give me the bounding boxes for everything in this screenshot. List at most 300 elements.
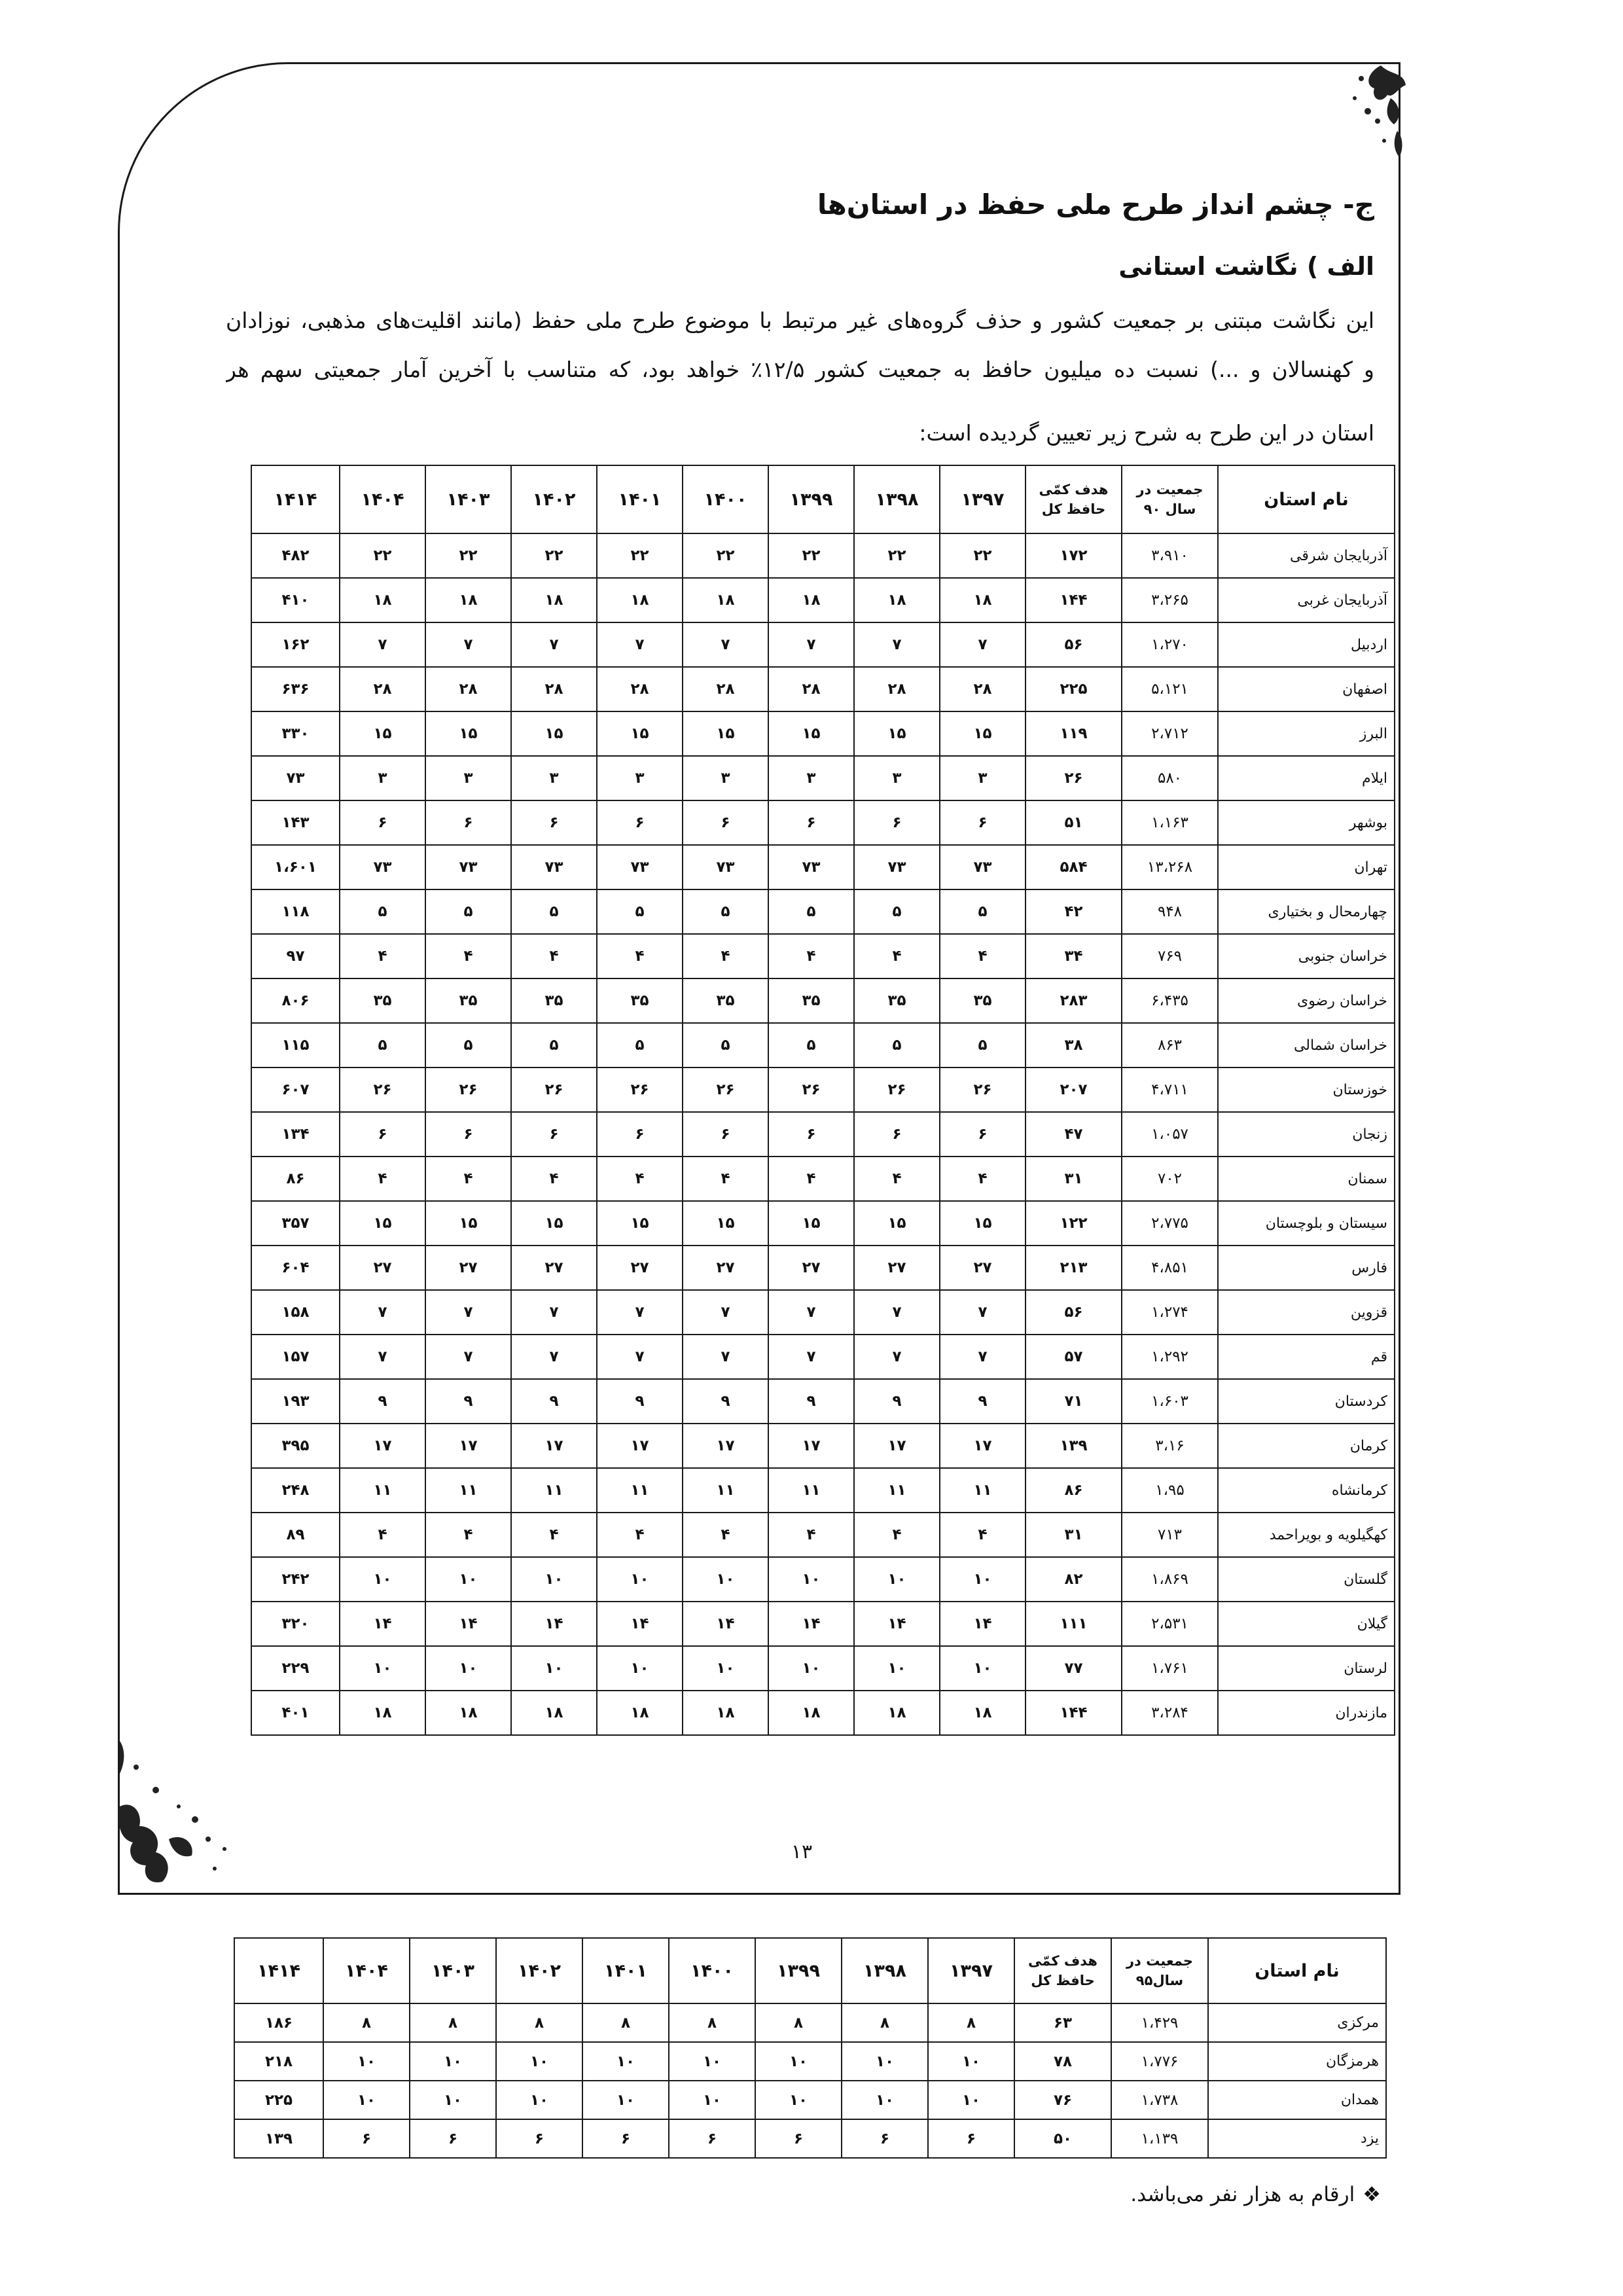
- cell-year-value: ۵: [940, 889, 1026, 934]
- cell-year-value: ۱۵: [940, 1201, 1026, 1246]
- cell-target: ۶۳: [1014, 2003, 1111, 2042]
- cell-province-name: خراسان رضوی: [1218, 978, 1395, 1023]
- cell-year-value: ۱۰: [768, 1557, 854, 1602]
- cell-target: ۲۱۳: [1026, 1246, 1122, 1290]
- cell-year-value: ۲۷: [940, 1246, 1026, 1290]
- cell-population: ۱،۱۳۹: [1111, 2119, 1208, 2158]
- cell-final-year-value: ۳۲۰: [251, 1602, 340, 1646]
- diamond-bullet-icon: ❖: [1363, 2183, 1381, 2206]
- cell-year-value: ۸: [669, 2003, 755, 2042]
- cell-year-value: ۳: [940, 756, 1026, 800]
- cell-target: ۴۲: [1026, 889, 1122, 934]
- cell-target: ۲۸۳: [1026, 978, 1122, 1023]
- cell-year-value: ۶: [842, 2119, 928, 2158]
- cell-year-value: ۱۸: [597, 1691, 683, 1735]
- cell-year-value: ۲۲: [768, 533, 854, 578]
- cell-province-name: اصفهان: [1218, 667, 1395, 711]
- cell-target: ۲۶: [1026, 756, 1122, 800]
- cell-year-value: ۲۸: [768, 667, 854, 711]
- cell-year-value: ۶: [425, 800, 511, 845]
- cell-year-value: ۵: [854, 889, 940, 934]
- cell-year-value: ۱۸: [511, 1691, 597, 1735]
- table-row: [251, 1112, 1395, 1157]
- cell-year-value: ۱۵: [597, 1201, 683, 1246]
- cell-year-value: ۱۰: [511, 1646, 597, 1691]
- cell-year-value: ۷: [768, 1335, 854, 1379]
- header-year: ۱۳۹۷: [940, 465, 1026, 533]
- cell-province-name: تهران: [1218, 845, 1395, 889]
- cell-year-value: ۷: [940, 1290, 1026, 1335]
- cell-year-value: ۴: [597, 934, 683, 978]
- header-year: ۱۴۰۰: [683, 465, 768, 533]
- cell-year-value: ۷: [340, 1290, 425, 1335]
- cell-target: ۷۱: [1026, 1379, 1122, 1424]
- cell-year-value: ۲۷: [768, 1246, 854, 1290]
- cell-year-value: ۸: [928, 2003, 1014, 2042]
- cell-year-value: ۳: [683, 756, 768, 800]
- cell-population: ۱،۲۷۰: [1122, 622, 1218, 667]
- cell-year-value: ۴: [854, 1157, 940, 1201]
- cell-year-value: ۶: [940, 1112, 1026, 1157]
- header-year: ۱۳۹۸: [842, 1938, 928, 2003]
- cell-year-value: ۱۰: [410, 2042, 496, 2081]
- cell-year-value: ۹: [597, 1379, 683, 1424]
- cell-province-name: سمنان: [1218, 1157, 1395, 1201]
- cell-year-value: ۵: [425, 889, 511, 934]
- cell-year-value: ۴: [683, 1157, 768, 1201]
- cell-year-value: ۹: [683, 1379, 768, 1424]
- cell-year-value: ۴: [940, 1157, 1026, 1201]
- cell-year-value: ۱۸: [768, 578, 854, 622]
- cell-final-year-value: ۱۱۵: [251, 1023, 340, 1067]
- cell-year-value: ۲۶: [511, 1067, 597, 1112]
- cell-final-year-value: ۱۵۷: [251, 1335, 340, 1379]
- cell-year-value: ۱۵: [768, 1201, 854, 1246]
- cell-year-value: ۱۷: [940, 1424, 1026, 1468]
- cell-year-value: ۵: [768, 1023, 854, 1067]
- cell-year-value: ۴: [854, 934, 940, 978]
- cell-target: ۵۱: [1026, 800, 1122, 845]
- cell-population: ۳،۱۶: [1122, 1424, 1218, 1468]
- cell-year-value: ۳۵: [511, 978, 597, 1023]
- cell-year-value: ۳: [425, 756, 511, 800]
- cell-year-value: ۲۶: [768, 1067, 854, 1112]
- cell-target: ۵۷: [1026, 1335, 1122, 1379]
- table-row: [251, 1468, 1395, 1513]
- cell-final-year-value: ۱۹۳: [251, 1379, 340, 1424]
- cell-year-value: ۷۳: [854, 845, 940, 889]
- cell-year-value: ۵: [425, 1023, 511, 1067]
- cell-target: ۷۷: [1026, 1646, 1122, 1691]
- cell-year-value: ۶: [597, 800, 683, 845]
- cell-year-value: ۱۰: [940, 1646, 1026, 1691]
- cell-year-value: ۱۰: [683, 1557, 768, 1602]
- page-number: ۱۳: [791, 1840, 813, 1863]
- cell-final-year-value: ۲۴۲: [251, 1557, 340, 1602]
- cell-year-value: ۶: [928, 2119, 1014, 2158]
- cell-year-value: ۱۰: [496, 2042, 582, 2081]
- cell-year-value: ۱۴: [425, 1602, 511, 1646]
- cell-year-value: ۱۰: [340, 1557, 425, 1602]
- cell-province-name: خراسان جنوبی: [1218, 934, 1395, 978]
- cell-year-value: ۲۸: [425, 667, 511, 711]
- cell-year-value: ۴: [340, 934, 425, 978]
- table-row: [251, 667, 1395, 711]
- cell-year-value: ۱۵: [425, 1201, 511, 1246]
- cell-year-value: ۱۸: [511, 578, 597, 622]
- cell-target: ۷۶: [1014, 2081, 1111, 2119]
- cell-target: ۴۷: [1026, 1112, 1122, 1157]
- cell-year-value: ۱۸: [854, 578, 940, 622]
- header-year: ۱۴۰۳: [410, 1938, 496, 2003]
- cell-target: ۳۴: [1026, 934, 1122, 978]
- cell-final-year-value: ۹۷: [251, 934, 340, 978]
- header-year: ۱۴۱۴: [234, 1938, 323, 2003]
- cell-population: ۱،۷۳۸: [1111, 2081, 1208, 2119]
- cell-year-value: ۷: [683, 1290, 768, 1335]
- cell-year-value: ۱۰: [842, 2081, 928, 2119]
- cell-year-value: ۶: [669, 2119, 755, 2158]
- cell-year-value: ۵: [511, 1023, 597, 1067]
- floral-ornament-bottom-left: [116, 1728, 241, 1898]
- cell-year-value: ۶: [768, 800, 854, 845]
- cell-year-value: ۶: [768, 1112, 854, 1157]
- cell-year-value: ۷: [511, 1335, 597, 1379]
- cell-province-name: ایلام: [1218, 756, 1395, 800]
- header-population: جمعیت در سال۹۵: [1111, 1938, 1208, 2003]
- cell-final-year-value: ۲۱۸: [234, 2042, 323, 2081]
- cell-year-value: ۹: [940, 1379, 1026, 1424]
- cell-year-value: ۶: [854, 800, 940, 845]
- cell-year-value: ۱۷: [511, 1424, 597, 1468]
- cell-year-value: ۲۲: [940, 533, 1026, 578]
- cell-year-value: ۸: [755, 2003, 842, 2042]
- cell-province-name: کهگیلویه و بویراحمد: [1218, 1513, 1395, 1557]
- cell-year-value: ۱۴: [597, 1602, 683, 1646]
- cell-target: ۲۲۵: [1026, 667, 1122, 711]
- cell-year-value: ۱۸: [940, 578, 1026, 622]
- header-target: هدف کمّی حافظ کل: [1026, 465, 1122, 533]
- cell-population: ۴،۸۵۱: [1122, 1246, 1218, 1290]
- cell-year-value: ۱۰: [597, 1646, 683, 1691]
- table-row: [251, 1379, 1395, 1424]
- cell-year-value: ۷: [854, 622, 940, 667]
- cell-target: ۵۶: [1026, 1290, 1122, 1335]
- cell-final-year-value: ۲۲۹: [251, 1646, 340, 1691]
- table-row: [251, 889, 1395, 934]
- cell-year-value: ۷: [854, 1335, 940, 1379]
- cell-target: ۵۸۴: [1026, 845, 1122, 889]
- header-year: ۱۴۰۴: [323, 1938, 410, 2003]
- cell-year-value: ۱۰: [842, 2042, 928, 2081]
- cell-year-value: ۶: [511, 1112, 597, 1157]
- cell-year-value: ۱۰: [410, 2081, 496, 2119]
- cell-population: ۲،۷۱۲: [1122, 711, 1218, 756]
- paragraph-line-2: و کهنسالان و ...) نسبت ده میلیون حافظ به جمعیت کشور ۱۲/۵٪ خواهد بود، که متناسب با آخرین آمار جمعیتی سهم هر: [226, 357, 1374, 382]
- cell-population: ۱،۹۵: [1122, 1468, 1218, 1513]
- cell-province-name: خوزستان: [1218, 1067, 1395, 1112]
- cell-year-value: ۱۰: [755, 2042, 842, 2081]
- cell-population: ۸۶۳: [1122, 1023, 1218, 1067]
- cell-year-value: ۱۵: [854, 1201, 940, 1246]
- table-row: [251, 1201, 1395, 1246]
- cell-year-value: ۳: [511, 756, 597, 800]
- cell-year-value: ۱۰: [511, 1557, 597, 1602]
- cell-year-value: ۷۳: [597, 845, 683, 889]
- cell-final-year-value: ۷۳: [251, 756, 340, 800]
- table-header-row: [234, 1938, 1386, 2003]
- cell-year-value: ۶: [323, 2119, 410, 2158]
- table-row: [251, 1646, 1395, 1691]
- cell-target: ۱۳۹: [1026, 1424, 1122, 1468]
- cell-year-value: ۲۷: [511, 1246, 597, 1290]
- cell-year-value: ۳: [854, 756, 940, 800]
- cell-final-year-value: ۱۸۶: [234, 2003, 323, 2042]
- cell-year-value: ۲۶: [340, 1067, 425, 1112]
- cell-population: ۲،۵۳۱: [1122, 1602, 1218, 1646]
- cell-year-value: ۳۵: [768, 978, 854, 1023]
- cell-year-value: ۵: [940, 1023, 1026, 1067]
- cell-year-value: ۴: [940, 1513, 1026, 1557]
- cell-province-name: قزوین: [1218, 1290, 1395, 1335]
- cell-year-value: ۱۰: [683, 1646, 768, 1691]
- footnote: [1130, 2183, 1381, 2206]
- cell-year-value: ۲۸: [340, 667, 425, 711]
- cell-final-year-value: ۸۹: [251, 1513, 340, 1557]
- cell-year-value: ۱۴: [511, 1602, 597, 1646]
- cell-year-value: ۴: [425, 934, 511, 978]
- cell-year-value: ۶: [597, 1112, 683, 1157]
- cell-population: ۱،۲۹۲: [1122, 1335, 1218, 1379]
- cell-year-value: ۸: [410, 2003, 496, 2042]
- cell-population: ۱،۷۷۶: [1111, 2042, 1208, 2081]
- cell-province-name: لرستان: [1218, 1646, 1395, 1691]
- cell-year-value: ۱۰: [768, 1646, 854, 1691]
- cell-target: ۱۷۲: [1026, 533, 1122, 578]
- cell-year-value: ۱۰: [582, 2042, 669, 2081]
- cell-year-value: ۹: [340, 1379, 425, 1424]
- cell-year-value: ۴: [768, 934, 854, 978]
- cell-year-value: ۷: [511, 1290, 597, 1335]
- cell-year-value: ۱۱: [768, 1468, 854, 1513]
- header-year: ۱۳۹۹: [768, 465, 854, 533]
- cell-population: ۱۳،۲۶۸: [1122, 845, 1218, 889]
- cell-year-value: ۱۸: [854, 1691, 940, 1735]
- cell-year-value: ۶: [683, 1112, 768, 1157]
- cell-year-value: ۹: [425, 1379, 511, 1424]
- cell-final-year-value: ۶۳۶: [251, 667, 340, 711]
- cell-year-value: ۲۲: [425, 533, 511, 578]
- footnote-text: ارقام به هزار نفر می‌باشد.: [1130, 2183, 1355, 2206]
- cell-population: ۳،۲۸۴: [1122, 1691, 1218, 1735]
- cell-year-value: ۳۵: [940, 978, 1026, 1023]
- table-row: [251, 1335, 1395, 1379]
- header-year: ۱۴۱۴: [251, 465, 340, 533]
- cell-final-year-value: ۴۰۱: [251, 1691, 340, 1735]
- cell-year-value: ۲۲: [854, 533, 940, 578]
- cell-year-value: ۶: [755, 2119, 842, 2158]
- table-row: [234, 2003, 1386, 2042]
- cell-year-value: ۲۶: [597, 1067, 683, 1112]
- cell-year-value: ۱۰: [340, 1646, 425, 1691]
- cell-province-name: همدان: [1208, 2081, 1386, 2119]
- table-row: [251, 1557, 1395, 1602]
- table-row: [251, 1691, 1395, 1735]
- cell-year-value: ۶: [511, 800, 597, 845]
- cell-year-value: ۷: [940, 1335, 1026, 1379]
- cell-year-value: ۶: [340, 800, 425, 845]
- cell-year-value: ۵: [768, 889, 854, 934]
- cell-year-value: ۷۳: [340, 845, 425, 889]
- cell-year-value: ۴: [683, 1513, 768, 1557]
- header-target: هدف کمّی حافظ کل: [1014, 1938, 1111, 2003]
- cell-year-value: ۱۴: [340, 1602, 425, 1646]
- cell-target: ۵۰: [1014, 2119, 1111, 2158]
- cell-final-year-value: ۱۱۸: [251, 889, 340, 934]
- cell-year-value: ۱۴: [768, 1602, 854, 1646]
- cell-year-value: ۲۸: [597, 667, 683, 711]
- cell-population: ۵۸۰: [1122, 756, 1218, 800]
- cell-year-value: ۱۷: [683, 1424, 768, 1468]
- cell-year-value: ۱۵: [768, 711, 854, 756]
- cell-year-value: ۲۸: [854, 667, 940, 711]
- cell-year-value: ۲۲: [511, 533, 597, 578]
- cell-final-year-value: ۳۹۵: [251, 1424, 340, 1468]
- cell-year-value: ۲۶: [940, 1067, 1026, 1112]
- cell-year-value: ۱۰: [928, 2042, 1014, 2081]
- cell-year-value: ۴: [511, 1513, 597, 1557]
- cell-year-value: ۱۱: [940, 1468, 1026, 1513]
- header-population: جمعیت در سال ۹۰: [1122, 465, 1218, 533]
- table-row: [251, 845, 1395, 889]
- cell-year-value: ۷: [940, 622, 1026, 667]
- cell-year-value: ۱۰: [597, 1557, 683, 1602]
- cell-province-name: خراسان شمالی: [1218, 1023, 1395, 1067]
- table-row: [234, 2119, 1386, 2158]
- cell-final-year-value: ۶۰۷: [251, 1067, 340, 1112]
- header-year: ۱۴۰۱: [597, 465, 683, 533]
- cell-province-name: کردستان: [1218, 1379, 1395, 1424]
- cell-year-value: ۱۰: [425, 1646, 511, 1691]
- cell-year-value: ۲۸: [940, 667, 1026, 711]
- cell-year-value: ۴: [768, 1513, 854, 1557]
- cell-year-value: ۱۸: [597, 578, 683, 622]
- cell-population: ۱،۱۶۳: [1122, 800, 1218, 845]
- table-row: [234, 2042, 1386, 2081]
- paragraph-line-1: این نگاشت مبتنی بر جمعیت کشور و حذف گروه‌های غیر مرتبط با موضوع طرح ملی حفظ (مانند اقلیت‌های مذهبی، نوزادان: [226, 308, 1374, 333]
- cell-target: ۳۸: [1026, 1023, 1122, 1067]
- cell-year-value: ۱۰: [755, 2081, 842, 2119]
- cell-final-year-value: ۱۵۸: [251, 1290, 340, 1335]
- header-year: ۱۴۰۲: [511, 465, 597, 533]
- province-targets-table-continued: [234, 1937, 1387, 2159]
- cell-final-year-value: ۱۳۹: [234, 2119, 323, 2158]
- cell-year-value: ۱۸: [340, 578, 425, 622]
- table-row: [251, 978, 1395, 1023]
- cell-target: ۱۱۱: [1026, 1602, 1122, 1646]
- cell-year-value: ۶: [854, 1112, 940, 1157]
- header-year: ۱۳۹۸: [854, 465, 940, 533]
- table-row: [234, 2081, 1386, 2119]
- cell-year-value: ۲۶: [425, 1067, 511, 1112]
- header-year: ۱۴۰۲: [496, 1938, 582, 2003]
- cell-year-value: ۴: [597, 1157, 683, 1201]
- cell-year-value: ۸: [496, 2003, 582, 2042]
- cell-year-value: ۲۲: [683, 533, 768, 578]
- cell-province-name: گلستان: [1218, 1557, 1395, 1602]
- cell-year-value: ۱۸: [940, 1691, 1026, 1735]
- cell-year-value: ۴: [511, 934, 597, 978]
- cell-year-value: ۶: [410, 2119, 496, 2158]
- cell-year-value: ۱۵: [340, 711, 425, 756]
- cell-year-value: ۱۷: [425, 1424, 511, 1468]
- cell-year-value: ۷۳: [511, 845, 597, 889]
- cell-year-value: ۷: [597, 622, 683, 667]
- cell-year-value: ۲۷: [425, 1246, 511, 1290]
- table-row: [251, 1157, 1395, 1201]
- cell-year-value: ۴: [683, 934, 768, 978]
- cell-year-value: ۲۸: [511, 667, 597, 711]
- cell-year-value: ۸: [842, 2003, 928, 2042]
- cell-province-name: زنجان: [1218, 1112, 1395, 1157]
- cell-population: ۹۴۸: [1122, 889, 1218, 934]
- province-targets-table: [251, 465, 1395, 1736]
- cell-year-value: ۱۷: [340, 1424, 425, 1468]
- cell-year-value: ۲۶: [854, 1067, 940, 1112]
- cell-year-value: ۵: [854, 1023, 940, 1067]
- cell-province-name: چهارمحال و بختیاری: [1218, 889, 1395, 934]
- cell-year-value: ۱۸: [768, 1691, 854, 1735]
- cell-year-value: ۱۵: [683, 1201, 768, 1246]
- cell-province-name: البرز: [1218, 711, 1395, 756]
- cell-year-value: ۱۱: [597, 1468, 683, 1513]
- table-row: [251, 1602, 1395, 1646]
- table-row: [251, 1290, 1395, 1335]
- cell-year-value: ۳۵: [683, 978, 768, 1023]
- cell-final-year-value: ۱۶۲: [251, 622, 340, 667]
- cell-year-value: ۱۸: [340, 1691, 425, 1735]
- cell-final-year-value: ۱۴۳: [251, 800, 340, 845]
- cell-year-value: ۵: [340, 889, 425, 934]
- cell-year-value: ۳۵: [597, 978, 683, 1023]
- cell-target: ۱۴۴: [1026, 1691, 1122, 1735]
- cell-year-value: ۶: [940, 800, 1026, 845]
- cell-population: ۱،۴۲۹: [1111, 2003, 1208, 2042]
- cell-population: ۱،۷۶۱: [1122, 1646, 1218, 1691]
- cell-year-value: ۳۵: [340, 978, 425, 1023]
- cell-year-value: ۱۰: [323, 2081, 410, 2119]
- table-row: [251, 533, 1395, 578]
- section-heading: ج- چشم انداز طرح ملی حفظ در استان‌ها: [817, 188, 1374, 221]
- cell-final-year-value: ۲۴۸: [251, 1468, 340, 1513]
- cell-year-value: ۳: [768, 756, 854, 800]
- cell-year-value: ۱۰: [928, 2081, 1014, 2119]
- cell-population: ۷۱۳: [1122, 1513, 1218, 1557]
- cell-year-value: ۱۵: [425, 711, 511, 756]
- cell-year-value: ۷: [425, 1335, 511, 1379]
- table-row: [251, 1067, 1395, 1112]
- cell-year-value: ۲۸: [683, 667, 768, 711]
- header-year: ۱۳۹۹: [755, 1938, 842, 2003]
- cell-year-value: ۲۷: [340, 1246, 425, 1290]
- cell-year-value: ۱۱: [854, 1468, 940, 1513]
- cell-population: ۱،۸۶۹: [1122, 1557, 1218, 1602]
- cell-target: ۵۶: [1026, 622, 1122, 667]
- cell-year-value: ۷: [340, 1335, 425, 1379]
- cell-province-name: فارس: [1218, 1246, 1395, 1290]
- cell-year-value: ۵: [683, 1023, 768, 1067]
- table-row: [251, 934, 1395, 978]
